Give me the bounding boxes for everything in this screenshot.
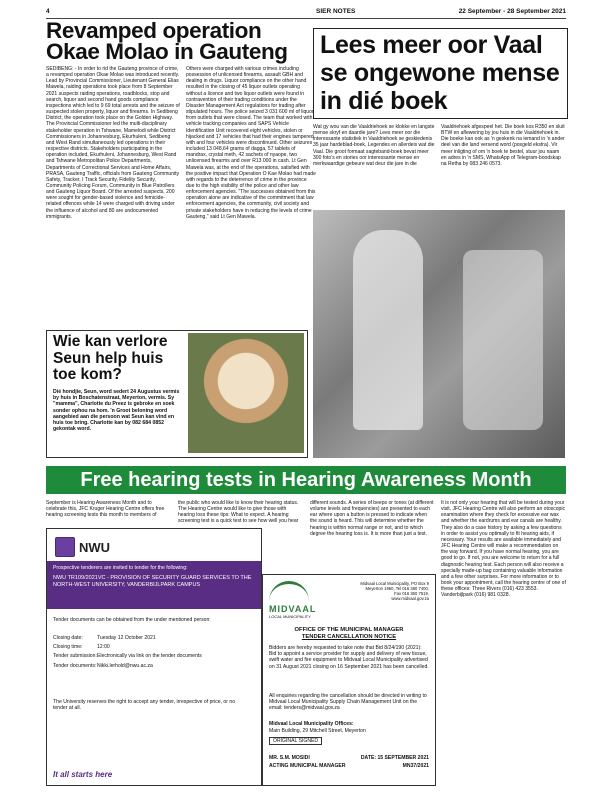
article2-col1 (313, 124, 435, 208)
midvaal-logo (269, 581, 333, 621)
dog-photo (188, 333, 304, 453)
nwu-row-closing-time (53, 644, 233, 650)
nwu-logo-text: NWU (79, 539, 111, 555)
article1-col1-text: SEDIBENG: - In order to rid the Gauteng province of crime, a revamped operation Okae Molao was introduced recently. Lead by Provincial Commissioner, Lieutenant General Elias Mawela, raiding operations took place from 8 September 2021 suspects raiding operations, roadblocks, stop and search, liquor and second hand goods compliance inspections which led to 9 69 total arrests and the seizure of suspected stolen property, liquor and firearms. In Sedibeng District, the operation took place on the Golden Highway. The Provincial Commissioner led the multi-disciplinary stakeholder operation in Tshwane, Mamelodi while District Commissioners in Johannesburg, Ekurhuleni, Sedibeng and West Rand simultaneously led operations in their respective districts. Stakeholders participating in the operation included, Ekurhuleni, Johannesburg, West Rand and Tshwane Metropolitan Police Departments, Departments of Correctional Services and Home Affairs, PRASA, Gauteng Traffic, officials from Gauteng Community Safety, Tracker, I Track Security, Fidelity Security, Community Policing Forum, Community in Blue Patrollers and Gauteng Liquor Board. Of the arrested suspects, 200 were sought for gender-based violence and femicide-related offences while 14 were charged with driving under the influence of alcohol and 80 are undocumented immigrants. (46, 66, 180, 220)
nwu-purple-band (47, 561, 261, 609)
midvaal-role: ACTING MUNICIPAL MANAGER (269, 763, 346, 769)
midvaal-offices-title: Midvaal Local Municipality Offices: (269, 721, 354, 727)
midvaal-signed: ORIGINAL SIGNED (269, 737, 322, 745)
nwu-tagline: It all starts here (53, 770, 113, 779)
nwu-row-value: Tuesday 12 October 2021 (97, 635, 156, 641)
article1-col1 (46, 66, 180, 328)
article1-title-line2: Okae Molao in Gauteng (46, 39, 288, 64)
book-cover-photo (313, 210, 565, 458)
midvaal-offices: Main Building, 29 Mitchell Street, Meyerton (269, 728, 366, 734)
nwu-row-value: Nikki.lerhold@nwu.ac.za (97, 662, 153, 669)
hearing-col1 (46, 500, 170, 524)
article2-title: Lees meer oor Vaal se ongewone mense in dié boek (320, 31, 560, 115)
hearing-col4 (441, 500, 566, 784)
nwu-row-closing-date (53, 635, 233, 641)
nwu-row-value: Electronically via link on the tender documents (97, 653, 202, 660)
nwu-crest-icon (55, 537, 75, 557)
article2-col1-text: Wat gy wou van die Vaaldriehoek se klokke en langste mense skryf en daardie jare? Lees meer oor die interessante statistiek in Vaaldriehoek se geskiedenis 35 jaar hardeblad-boek, Legendes en allerdeis wat die Vaal. Die groot formaat sagteband-boek bevat meer 300 foto's en stories oor interessante mense en merkwaardige gebeure wat deur die jare in die (313, 124, 435, 167)
nwu-tender-ad (46, 528, 262, 786)
midvaal-arc-icon (269, 581, 309, 604)
midvaal-sub: LOCAL MUNICIPALITY (269, 614, 311, 619)
midvaal-p2: All enquiries regarding the cancellation should be directed in writing to Midvaal Local Municipality Supply Chain Management Unit on the email: tenders@midvaal.gov.za (269, 693, 427, 712)
nwu-row-key: Closing time: (53, 644, 83, 651)
missing-dog-title: Wie kan verlore Seun help huis toe kom? (53, 333, 168, 383)
hearing-banner-title: Free hearing tests in Hearing Awareness Month (80, 468, 532, 491)
midvaal-date: DATE: 15 SEPTEMBER 2021 (360, 755, 429, 761)
nwu-row-value: 12:00 (97, 644, 110, 651)
hearing-col3-text: different sounds. A series of beeps or tones (at different volume levels and frequencies) are presented to each ear where upon a button is pressed to indicate when the sound is heard. This will determine whether the hearing is within normal range or not, and to which degree the hearing loss is. It is more than just a test. (310, 500, 434, 537)
newspaper-name: SIER NOTES (316, 8, 356, 15)
nwu-note: Tender documents can be obtained from the under mentioned person: (53, 617, 211, 623)
midvaal-ref: MN37/2021 (402, 763, 429, 769)
article1-title (46, 20, 316, 62)
article2-col2-text: Vaaldriehoek afgespeel het. Die boek kos R350 en sluit BTW en aflewering by jou huis in die Vaaldriehoek in. Die boeke kan ook as 'n geskenk na iemand in 'n ander deel van die land versend word (posgeld ekstra). Vir meer inligting of om 'n boek te bestel, stuur jou naam en adres in 'n SMS, WhatsApp of Telegram-boodskap na Retha by 083 246 0573. (441, 124, 565, 167)
nwu-row-key: Closing date: (53, 635, 83, 641)
article1-title-line1: Revamped operation (46, 18, 262, 43)
nwu-row-submission (53, 653, 233, 659)
midvaal-notice (262, 574, 436, 786)
nwu-intro: Prospective tenderers are invited to tender for the following: (53, 565, 188, 571)
hearing-col4-text: It is not only your hearing that will be tested during your visit. JFC Hearing Centre will also perform an otoscopic examination where they check for excessive ear wax and whether the eardrums and ear canals are healthy. They also do a case history by asking a few questions in order to assist you optimally to fit hearing aids, if necessary. Your results are available immediately and JFC Hearing Centre will make a recommendation on the way forward. If you have normal hearing, you are good to go. If not, you are welcome to return for a full diagnostic hearing test. Each person will also receive a specially made-up bag containing valuable information and a few other surprises. For more information or to book your appointment, call the hearing centre of one of these offices: Three Rivers (016) 423 3553. Vanderbijlpark (016) 981 0328. (441, 500, 566, 599)
article2-title-box (313, 28, 568, 119)
nwu-row-key: Tender submission: (53, 653, 97, 660)
article2-col2 (441, 124, 565, 208)
midvaal-p1: Bidders are hereby requested to take note that Bid 8/24/190 (2021): Bid to appoint a service provider for supply and delivery of new tissue, swift water and fire equipment to Midvaal Local Municipality advertised on 31 August 2021 closing on 16 September 2021 has been cancelled. (269, 645, 429, 670)
midvaal-manager: MR. S.M. MOSIDI (269, 755, 310, 761)
midvaal-notice-title: TENDER CANCELLATION NOTICE (301, 634, 397, 640)
nwu-rights: The University reserves the right to accept any tender, irrespective of price, or no tender at all. (53, 699, 236, 712)
issue-date: 22 September - 28 September 2021 (458, 8, 566, 15)
nwu-row-key: Tender documents: (53, 662, 97, 669)
missing-dog-body: Dié hondjie, Seun, word sedert 24 Augustus vermis by huis in Boschatenstraat, Meyerton, vermis. Sy "mamma", Charlotte du Preez is gebroke en soek sonder ophou na hom. 'n Groot beloning word aangebied aan die persoon wat Seun kan vind en huis toe bring. Charlotte kan by 082 684 0852 gekontak word. (53, 389, 180, 433)
hearing-col3 (310, 500, 434, 570)
nwu-row-documents (53, 663, 233, 669)
page-number: 4 (46, 8, 50, 15)
midvaal-office: OFFICE OF THE MUNICIPAL MANAGER (294, 627, 404, 633)
hearing-banner (46, 466, 566, 494)
midvaal-name: MIDVAAL (269, 604, 317, 614)
hearing-col2-text: the public who would like to know their hearing status. The Hearing Centre would like to give those with hearing loss these tips: What to expect. A hearing screening test is a quick test to see how well you hear (178, 500, 299, 525)
article1-col2-text: Others were charged with various crimes including possession of unlicensed firearms, assault GBH and dealing in drugs. Liquor compliance on the other hand resulted in the closing of 45 liquor outlets operating without a licence and two liquor outlets were found in contravention of their trading conditions under the Disaster Management Act regulations for trading after stipulated hours. The police seized 3 031 600 ml of liquor from outlets that were closed. The team that worked with vehicle tracking companies and SAPS Vehicle Identification Unit recovered eight vehicles, stolen or hijacked and 17 vehicles that had their engines tampered with and four vehicles were discontinued. Other seizures included 13 048,64 grams of dagga, 57 tablets of mandrax, crystal meth, 42 sachets of nyaope, two unlicensed firearms and over R13 000 in cash. Lt Gen Mawela was, at the end of the operations, satisfied with the positive impact that Operation O Kae Molao had made with regards to the deterrence of crime in the province due to the high visibility of the police and other law enforcement agencies. "The successes obtained from this operation alone are indicative of the commitment that law enforcement agencies, the community, civil society and private stakeholders have in reducing the levels of crime Gauteng," said Lt Gen Mawela. (186, 66, 316, 220)
nwu-tender-title: NWU TR109/2021VC - PROVISION OF SECURITY GUARD SERVICES TO THE NORTH-WEST UNIVERSITY, VANDERBIJLPARK CAMPUS (53, 575, 252, 588)
photo-figure-shape (353, 230, 423, 430)
missing-dog-box (46, 330, 308, 458)
nwu-logo (55, 537, 110, 557)
nwu-details (53, 635, 233, 669)
midvaal-address: Midvaal Local Municipality, PO Box 9 Meyerton 1960, Tel 016 360 7400, Fax 016 360 7519, www.midvaal.gov.za (360, 581, 429, 601)
article1-col2 (186, 66, 316, 328)
hearing-col1-text: September is Hearing Awareness Month and to celebrate this, JFC Kruger Hearing Centre offers free hearing screening tests this month to members of (46, 500, 165, 519)
photo-figure-shape-2 (463, 250, 543, 430)
